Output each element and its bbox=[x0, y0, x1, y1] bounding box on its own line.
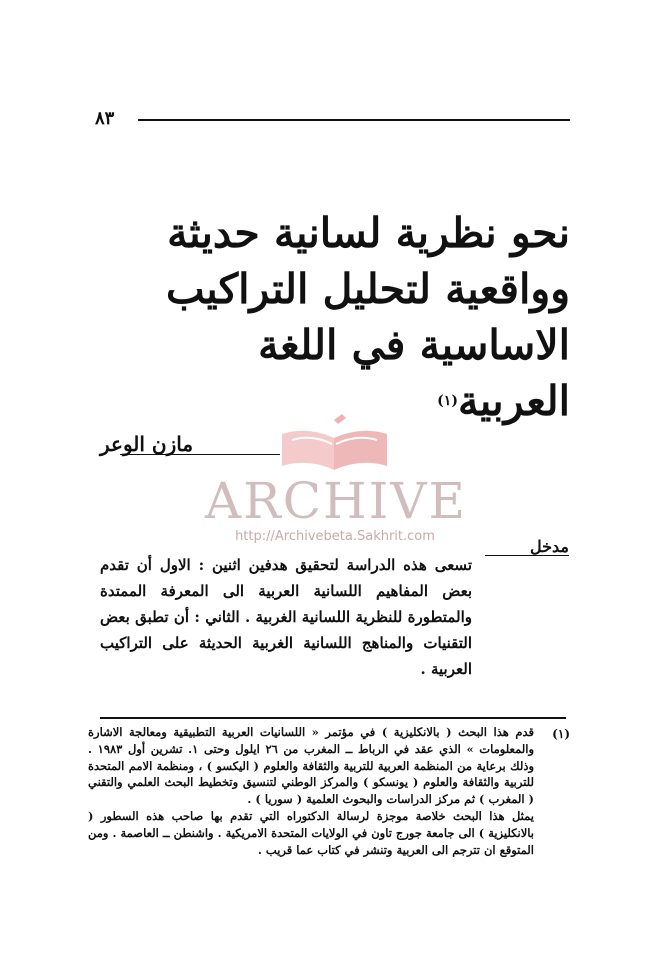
page-number: ٨٣ bbox=[95, 108, 115, 129]
footnote-paragraph-1: قدم هذا البحث ( بالانكليزية ) في مؤتمر « اللسانيات العربية التطبيقية ومعالجة الاشارة والمعلومات » الذي عقد في الرباط ــ المغرب من ٢٦ ايلول وحتى ١. تشرين أول ١٩٨٣ . وذلك برعاية من المنظمة العربية للتربية والثقافة والعلوم ( اليكسو ) ، ومنظمة الامم المتحدة للتربية والثقافة والعلوم ( يونسكو ) والمركز الوطني لتنسيق وتخطيط البحث العلمي والتقني ( المغرب ) ثم مركز الدراسات والبحوث العلمية ( سوريا ) . bbox=[88, 725, 534, 807]
footnote-rule bbox=[100, 717, 566, 719]
intro-paragraph: تسعى هذه الدراسة لتحقيق هدفين اثنين : الاول أن تقدم بعض المفاهيم اللسانية العربية الى المعرفة الممتدة والمتطورة للنظرية اللسانية الغربية . الثاني : أن تطبق بعض التقنيات والمناهج اللسانية الغربية الحديثة على التراكيب العربية . bbox=[100, 556, 472, 678]
section-heading: مدخل bbox=[530, 537, 569, 556]
footnote-marker: (١) bbox=[552, 727, 570, 741]
footnote-paragraph-2: يمثل هذا البحث خلاصة موجزة لرسالة الدكتوراه التي تقدم بها صاحب هذه السطور ( بالانكليزية ) الى جامعة جورج تاون في الولايات المتحدة الامريكية . واشنطن ــ العاصمة . ومن المتوقع ان تترجم الى العربية وتنشر في كتاب عما قريب . bbox=[88, 808, 534, 857]
watermark-logo-icon bbox=[272, 412, 397, 476]
author-rule bbox=[120, 454, 280, 455]
watermark-url: http://Archivebeta.Sakhrit.com bbox=[235, 529, 435, 544]
article-title-text: نحو نظرية لسانية حديثة وواقعية لتحليل التراكيب الاساسية في اللغة العربية bbox=[165, 209, 570, 425]
watermark-title: ARCHIVE bbox=[205, 472, 467, 530]
section-heading-rule bbox=[485, 555, 569, 556]
footnotes bbox=[88, 724, 534, 858]
title-footnote-ref: (١) bbox=[437, 393, 458, 409]
author-name: مازن الوعر bbox=[100, 432, 194, 456]
article-title bbox=[120, 205, 570, 429]
top-rule bbox=[138, 119, 570, 121]
